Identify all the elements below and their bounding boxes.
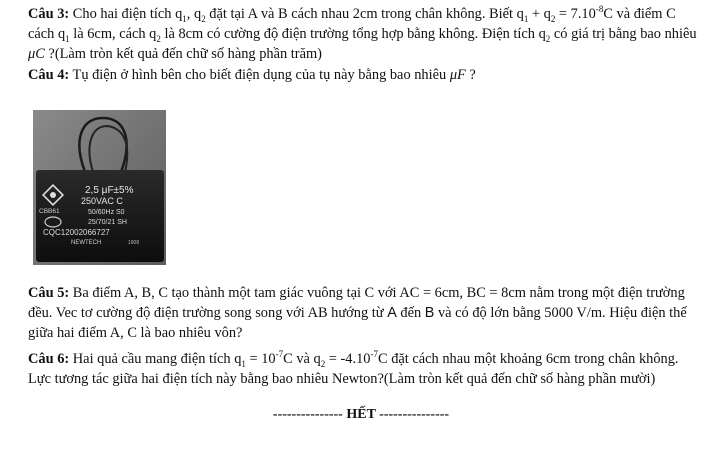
voltage-label: 250VAC C	[81, 196, 123, 206]
q5-text: Ba điểm A, B, C tạo thành một tam giác vuông tại C với AC = 6cm, BC = 8cm nằm trong một điện trường đều. Vec tơ cường độ điện trường song song với AB hướng từ	[28, 285, 685, 321]
end-marker: --------------- HẾT ---------------	[272, 407, 450, 422]
q3-sub: 2	[545, 33, 551, 44]
q3-text: = 7.10	[555, 6, 596, 22]
model-label: CBB61	[39, 208, 60, 215]
q3-text: có giá trị bằng bao nhiêu	[550, 26, 697, 42]
q4-text: Tụ điện ở hình bên cho biết điện dụng của tụ này bằng bao nhiêu	[69, 67, 450, 83]
q5-text: và có độ lớn bằng 5000 V/m. Hiệu điện thế giữa hai điểm A, C là bao nhiêu vôn?	[28, 305, 687, 341]
q3-sub: 2	[201, 13, 206, 24]
q3-text: C và điểm C cách q	[28, 6, 676, 42]
q3-text: là 8cm có cường độ điện trường tổng hợp bằng không. Điện tích q	[160, 26, 546, 42]
q6-exponent: -7	[370, 349, 378, 360]
q3-unit: μC	[28, 46, 45, 62]
brand-label: NEWTECH	[71, 240, 102, 246]
question-3-label: Câu 3:	[28, 6, 70, 22]
question-4-label: Câu 4:	[28, 67, 70, 83]
capacitor-body	[36, 170, 164, 262]
q3-text: là 6cm, cách q	[69, 26, 157, 42]
q6-text: = 10	[245, 351, 276, 367]
q5-text: đến	[396, 305, 425, 321]
question-6	[28, 349, 700, 389]
q4-text: ?	[465, 67, 476, 83]
question-3	[28, 4, 700, 64]
frequency-label: 50/60Hz S0	[88, 209, 125, 216]
q3-text: , q	[186, 6, 202, 22]
q3-sub: 2	[156, 33, 161, 44]
q3-text: Cho hai điện tích q	[69, 6, 183, 22]
capacitor-photo	[33, 110, 166, 265]
q3-exponent: -8	[595, 4, 604, 15]
q3-sub: 1	[65, 33, 70, 44]
q6-exponent: -7	[275, 349, 284, 360]
capacitance-label: 2,5 μF±5%	[85, 185, 134, 196]
q4-unit: μF	[449, 67, 466, 83]
climatic-label: 25/70/21 SH	[88, 219, 127, 226]
q3-text: ?(Làm tròn kết quả đến chữ số hàng phần trăm)	[44, 46, 322, 62]
q6-sub: 1	[241, 358, 246, 369]
question-6-label: Câu 6:	[28, 351, 70, 367]
q3-sub: 1	[182, 13, 187, 24]
q5-point-b: B	[424, 305, 435, 321]
q3-text: đặt tại A và B cách nhau 2cm trong chân không. Biết q	[205, 6, 524, 22]
year-label: 1908	[128, 240, 140, 246]
q3-sub: 1	[523, 13, 529, 24]
q6-sub: 2	[320, 358, 326, 369]
q5-point-a: A	[387, 305, 397, 321]
q6-text: Hai quả cầu mang điện tích q	[69, 351, 242, 367]
question-5	[28, 283, 700, 343]
q6-text: C và q	[283, 351, 321, 367]
q3-sub: 2	[550, 13, 556, 24]
q6-text: C đặt cách nhau một khoảng 6cm trong chân không. Lực tương tác giữa hai điện tích này bằng bao nhiêu Newton?(Làm tròn kết quả đến chữ số hàng phần mười)	[28, 351, 679, 387]
question-4	[28, 65, 700, 85]
q3-text: + q	[528, 6, 551, 22]
question-5-label: Câu 5:	[28, 285, 70, 301]
certification-label: CQC12002066727	[43, 228, 110, 237]
q6-text: = -4.10	[325, 351, 371, 367]
